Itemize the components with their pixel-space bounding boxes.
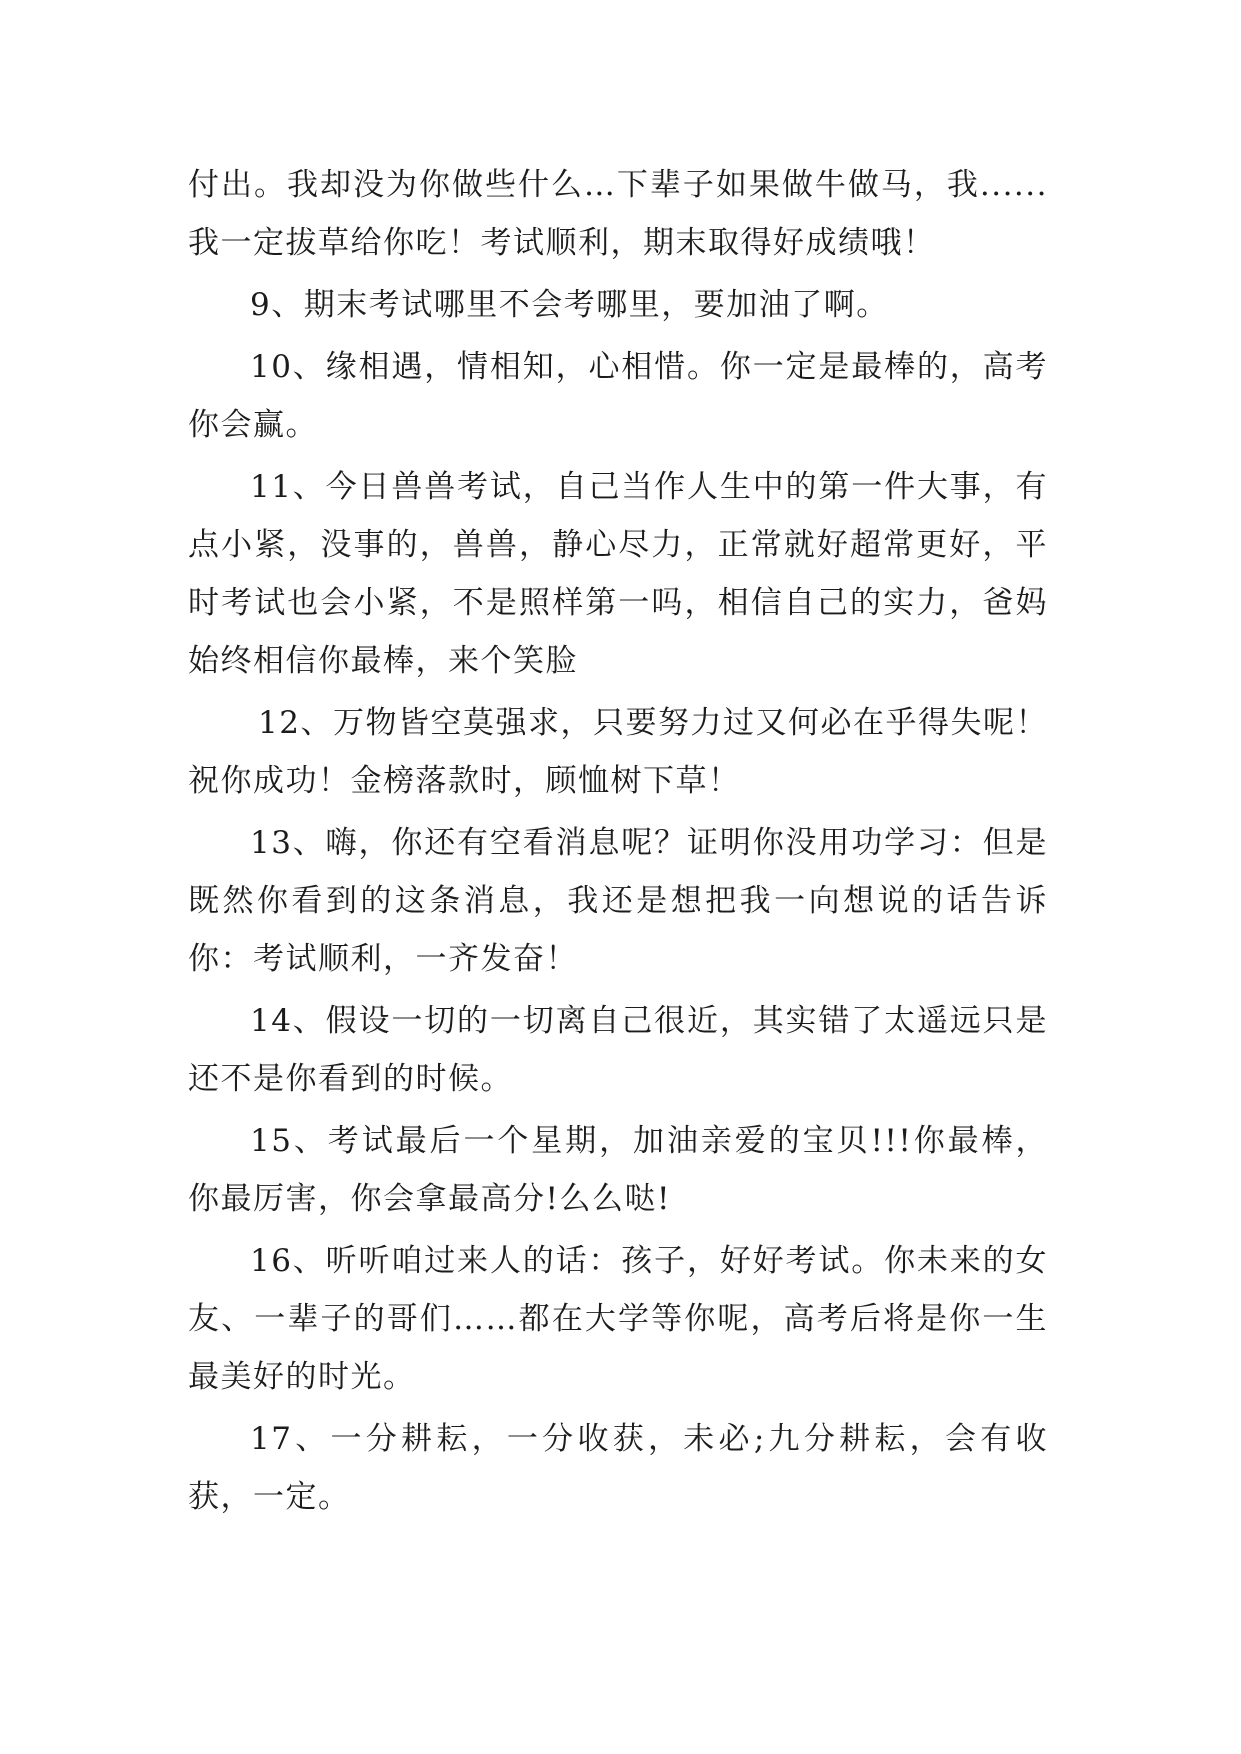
- paragraph-item-16: 16、听听咱过来人的话：孩子，好好考试。你未来的女友、一辈子的哥们……都在大学等你呢，高考后将是你一生最美好的时光。: [188, 1243, 1048, 1395]
- paragraph-item-9: 9、期末考试哪里不会考哪里，要加油了啊。: [250, 287, 889, 323]
- paragraph-item-17: 17、一分耕耘，一分收获，未必;九分耕耘，会有收获，一定。: [188, 1421, 1048, 1515]
- paragraph-item-11: 11、今日兽兽考试，自己当作人生中的第一件大事，有点小紧，没事的，兽兽，静心尽力，正常就好超常更好，平时考试也会小紧，不是照样第一吗，相信自己的实力，爸妈始终相信你最棒，来个笑脸: [188, 469, 1048, 679]
- paragraph-item-14: 14、假设一切的一切离自己很近，其实错了太遥远只是还不是你看到的时候。: [188, 1003, 1048, 1097]
- paragraph-continuation: 付出。我却没为你做些什么…下辈子如果做牛做马，我......我一定拔草给你吃！考试顺利，期末取得好成绩哦！: [188, 167, 1048, 261]
- paragraph-item-13: 13、嗨，你还有空看消息呢？证明你没用功学习：但是既然你看到的这条消息，我还是想把我一向想说的话告诉你：考试顺利，一齐发奋！: [188, 825, 1048, 977]
- paragraph-item-15: 15、考试最后一个星期，加油亲爱的宝贝!!!你最棒，你最厉害，你会拿最高分!么么哒!: [188, 1123, 1048, 1217]
- paragraph-item-12: 12、万物皆空莫强求，只要努力过又何必在乎得失呢！祝你成功！金榜落款时，顾恤树下草！: [188, 705, 1048, 799]
- document-body: [188, 156, 1048, 1530]
- paragraph-item-10: 10、缘相遇，情相知，心相惜。你一定是最棒的，高考你会赢。: [188, 349, 1048, 443]
